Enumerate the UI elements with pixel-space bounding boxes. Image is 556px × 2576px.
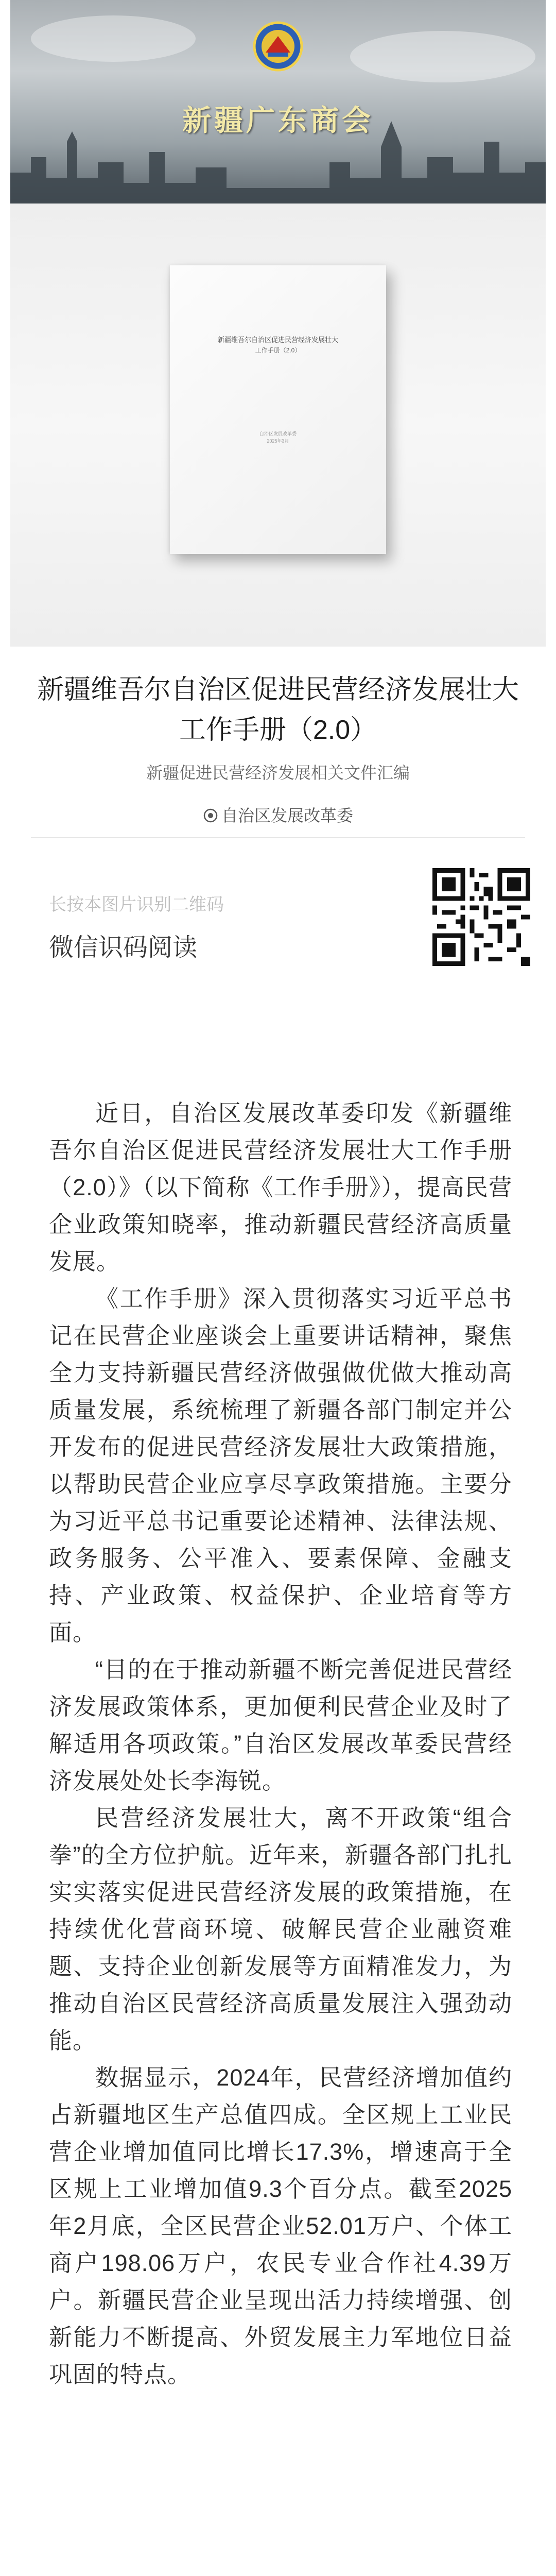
document-source: [0, 803, 556, 826]
top-banner: [10, 0, 546, 204]
booklet-title-line2: 工作手册（2.0）: [255, 347, 301, 354]
booklet-cover: [170, 265, 386, 554]
cloud-decoration: [350, 31, 535, 82]
banner-title: 新疆广东商会: [182, 105, 374, 137]
chamber-logo-icon: [252, 21, 304, 72]
location-pin-icon: [203, 808, 218, 823]
article-body: [49, 1095, 512, 2393]
booklet-title: [190, 335, 366, 355]
article-paragraph: “目的在于推动新疆不断完善促进民营经济发展政策体系，更加便利民营企业及时了解适用各项政策。”自治区发展改革委民营经济发展处处长李海锐。: [49, 1656, 512, 1794]
document-title: 新疆维吾尔自治区促进民营经济发展壮大工作手册（2.0）: [37, 675, 519, 745]
divider: [31, 837, 525, 838]
booklet-org: [190, 430, 366, 445]
qr-hint: 长按本图片识别二维码: [49, 895, 224, 914]
qr-code-icon[interactable]: [432, 868, 530, 966]
cloud-decoration: [31, 15, 196, 62]
article-paragraph: 近日，自治区发展改革委印发《新疆维吾尔自治区促进民营经济发展壮大工作手册（2.0）》（以下简称《工作手册》），提高民营企业政策知晓率，推动新疆民营经济高质量发展。: [49, 1100, 512, 1275]
cover-image: [10, 204, 546, 647]
booklet-date: 2025年3月: [267, 438, 289, 444]
article-paragraph: 民营经济发展壮大，离不开政策“组合拳”的全方位护航。近年来，新疆各部门扎扎实实落实促进民营经济发展的政策措施，在持续优化营商环境、破解民营企业融资难题、支持企业创新发展等方面精准发力，为推动自治区民营经济高质量发展注入强劲动能。: [49, 1805, 512, 2054]
document-subtitle: 新疆促进民营经济发展相关文件汇编: [146, 764, 410, 782]
booklet-org-name: 自治区发展改革委: [259, 431, 297, 436]
article-paragraph: 数据显示，2024年，民营经济增加值约占新疆地区生产总值四成。全区规上工业民营企业增加值同比增长17.3%，增速高于全区规上工业增加值9.3个百分点。截至2025年2月底，全区民营企业52.01万户、个体工商户198.06万户，农民专业合作社4.39万户。新疆民营企业呈现出活力持续增强、创新能力不断提高、外贸发展主力军地位日益巩固的特点。: [49, 2064, 512, 2387]
booklet-title-line1: 新疆维吾尔自治区促进民营经济发展壮大: [217, 336, 338, 344]
article-paragraph: 《工作手册》深入贯彻落实习近平总书记在民营企业座谈会上重要讲话精神，聚焦全力支持新疆民营经济做强做优做大推动高质量发展，系统梳理了新疆各部门制定并公开发布的促进民营经济发展壮大政策措施，以帮助民营企业应享尽享政策措施。主要分为习近平总书记重要论述精神、法律法规、政务服务、公平准入、要素保障、金融支持、产业政策、权益保护、企业培育等方面。: [49, 1285, 512, 1646]
qr-title: 微信识码阅读: [49, 934, 198, 961]
document-source-label: 自治区发展改革委: [221, 806, 353, 825]
